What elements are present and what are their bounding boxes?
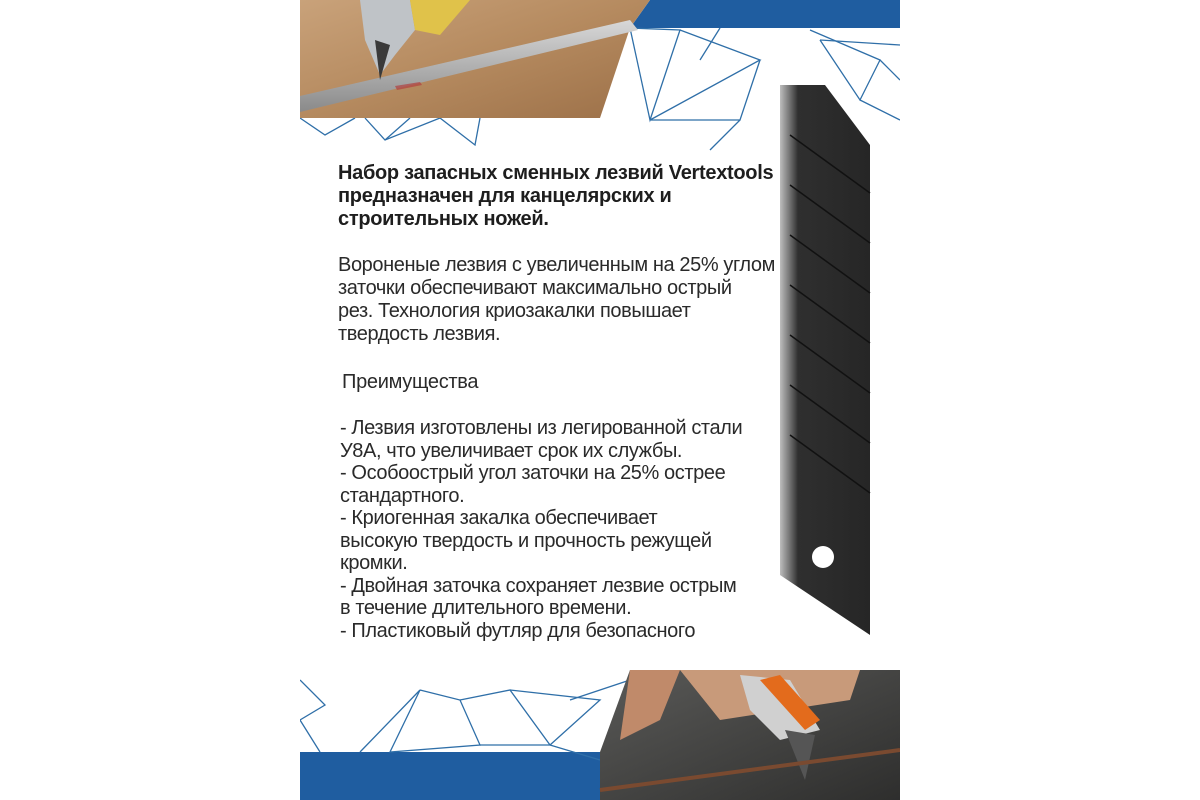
- advantage-line: У8А, что увеличивает срок их службы.: [340, 439, 683, 462]
- advantage-line: - Двойная заточка сохраняет лезвие острым: [340, 574, 737, 597]
- top-photo: [300, 0, 650, 118]
- advantage-line: - Пластиковый футляр для безопасного: [340, 619, 696, 642]
- description-line: твердость лезвия.: [338, 323, 501, 345]
- advantage-line: - Особоострый угол заточки на 25% острее: [340, 462, 726, 484]
- advantage-line: - Лезвия изготовлены из легированной стали: [340, 417, 743, 439]
- description-line: заточки обеспечивают максимально острый: [338, 277, 732, 299]
- product-card: [300, 0, 900, 800]
- advantage-line: - Криогенная закалка обеспечивает: [340, 507, 658, 529]
- blade-image: [770, 75, 880, 645]
- description-text: [338, 254, 775, 346]
- advantage-line: высокую твердость и прочность режущей: [340, 529, 712, 552]
- bottom-photo: [300, 660, 900, 800]
- intro-text: [338, 162, 774, 231]
- advantage-line: кромки.: [340, 552, 408, 574]
- intro-line: предназначен для канцелярских и: [338, 185, 672, 207]
- description-line: Вороненые лезвия с увеличенным на 25% углом: [338, 254, 775, 276]
- description-line: рез. Технология криозакалки повышает: [338, 300, 691, 322]
- advantage-line: в течение длительного времени.: [340, 597, 632, 619]
- intro-line: Набор запасных сменных лезвий Vertextools: [338, 162, 774, 184]
- advantages-list: [340, 417, 760, 642]
- advantage-line: стандартного.: [340, 484, 465, 507]
- intro-line: строительных ножей.: [338, 208, 549, 230]
- advantages-title: Преимущества: [342, 371, 479, 393]
- top-blue-band: [630, 0, 900, 28]
